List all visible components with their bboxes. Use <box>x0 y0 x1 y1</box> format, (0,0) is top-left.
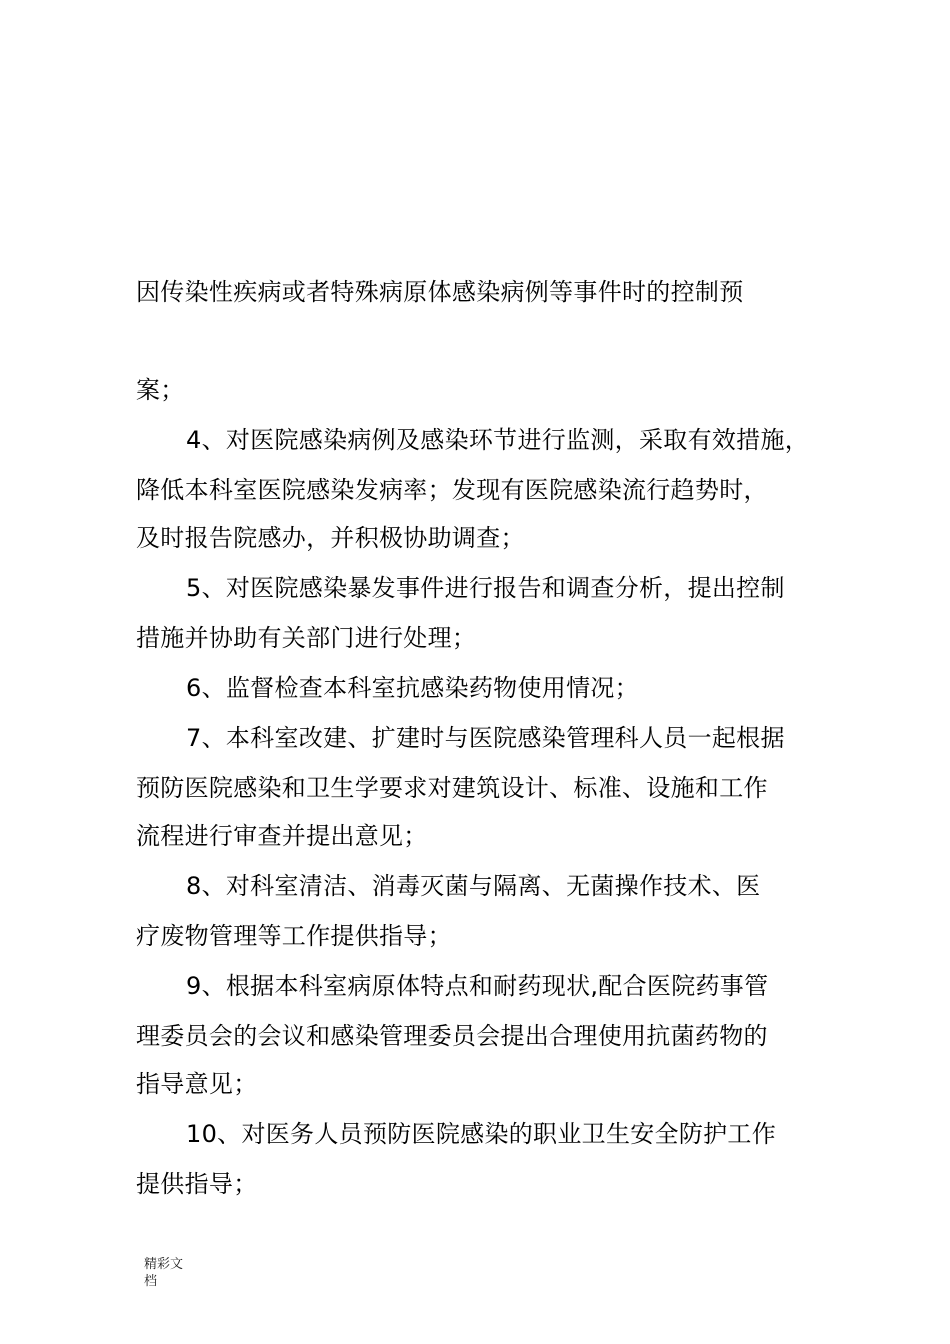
list-item-7-line: 7、本科室改建、扩建时与医院感染管理科人员一起根据 <box>186 724 785 752</box>
text-line: 提供指导； <box>136 1170 258 1198</box>
text-line: 降低本科室医院感染发病率；发现有医院感染流行趋势时， <box>136 476 768 504</box>
text-line: 案； <box>136 376 185 404</box>
text-line: 及时报告院感办，并积极协助调查； <box>136 524 525 552</box>
footer-line: 档 <box>144 1274 158 1289</box>
text-line: 指导意见； <box>136 1070 258 1098</box>
list-item-4-line: 4、对医院感染病例及感染环节进行监测，采取有效措施， <box>186 426 810 454</box>
list-item-10-line: 10、对医务人员预防医院感染的职业卫生安全防护工作 <box>186 1120 777 1148</box>
list-item-9-line: 9、根据本科室病原体特点和耐药现状,配合医院药事管 <box>186 972 769 1000</box>
text-line: 措施并协助有关部门进行处理； <box>136 624 477 652</box>
text-line: 因传染性疾病或者特殊病原体感染病例等事件时的控制预 <box>136 278 744 306</box>
text-line: 理委员会的会议和感染管理委员会提出合理使用抗菌药物的 <box>136 1022 768 1050</box>
text-line: 预防医院感染和卫生学要求对建筑设计、标准、设施和工作 <box>136 774 768 802</box>
footer-line: 精彩文 <box>144 1257 184 1272</box>
list-item-8-line: 8、对科室清洁、消毒灭菌与隔离、无菌操作技术、医 <box>186 872 761 900</box>
text-line: 疗废物管理等工作提供指导； <box>136 922 452 950</box>
text-line: 流程进行审查并提出意见； <box>136 822 428 850</box>
list-item-6-line: 6、监督检查本科室抗感染药物使用情况； <box>186 674 639 702</box>
page-footer <box>144 1256 183 1290</box>
list-item-5-line: 5、对医院感染暴发事件进行报告和调查分析，提出控制 <box>186 574 785 602</box>
